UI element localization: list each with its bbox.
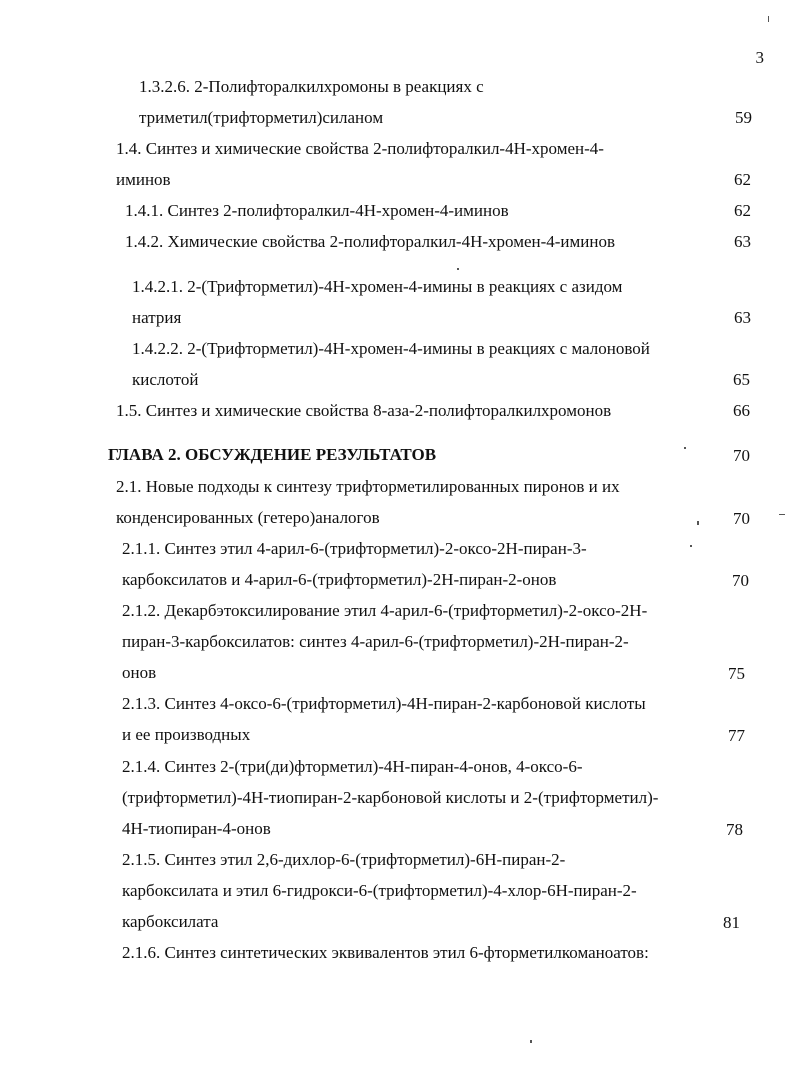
toc-line: 4H-тиопиран-4-онов <box>122 819 271 838</box>
toc-line: 2.1.5. Синтез этил 2,6-дихлор-6-(трифторметил)-6H-пиран-2- <box>122 850 566 869</box>
toc-line: карбоксилата <box>122 912 219 931</box>
toc-line: 2.1.4. Синтез 2-(три(ди)фторметил)-4H-пиран-4-онов, 4-оксо-6- <box>122 757 583 776</box>
toc-line: 2.1.1. Синтез этил 4-арил-6-(трифторметил)-2-оксо-2H-пиран-3- <box>122 539 587 558</box>
scan-speck <box>684 447 686 449</box>
toc-page-number: 63 <box>734 308 751 327</box>
toc-line: и ее производных <box>122 725 251 744</box>
toc-line: 2.1.3. Синтез 4-оксо-6-(трифторметил)-4H-пиран-2-карбоновой кислоты <box>122 694 646 713</box>
scan-speck <box>697 521 699 525</box>
toc-page-number: 62 <box>734 170 751 189</box>
toc-line: карбоксилатов и 4-арил-6-(трифторметил)-2H-пиран-2-онов <box>122 570 557 589</box>
toc-line: 1.4. Синтез и химические свойства 2-полифторалкил-4H-хромен-4- <box>116 139 604 158</box>
toc-line: натрия <box>132 308 182 327</box>
toc-line: 1.4.2.2. 2-(Трифторметил)-4H-хромен-4-имины в реакциях с малоновой <box>132 339 650 358</box>
toc-line: 1.4.1. Синтез 2-полифторалкил-4H-хромен-4-иминов <box>125 201 509 220</box>
toc-page-number: 78 <box>726 820 743 839</box>
scan-speck <box>690 545 692 547</box>
toc-line: 2.1.2. Декарбэтоксилирование этил 4-арил-6-(трифторметил)-2-оксо-2H- <box>122 601 648 620</box>
toc-line: 1.3.2.6. 2-Полифторалкилхромоны в реакциях с <box>139 77 484 96</box>
toc-page-number: 66 <box>733 401 750 420</box>
toc-page-number: 59 <box>735 108 752 127</box>
chapter-heading: ГЛАВА 2. ОБСУЖДЕНИЕ РЕЗУЛЬТАТОВ <box>108 445 437 464</box>
toc-page-number: 65 <box>733 370 750 389</box>
toc-line: 2.1.6. Синтез синтетических эквивалентов этил 6-фторметилкоманоатов: <box>122 943 649 962</box>
toc-page-number: 75 <box>728 664 745 683</box>
toc-line: 1.5. Синтез и химические свойства 8-аза-2-полифторалкилхромонов <box>116 401 612 420</box>
scan-speck <box>768 16 769 22</box>
toc-line: пиран-3-карбоксилатов: синтез 4-арил-6-(трифторметил)-2H-пиран-2- <box>122 632 629 651</box>
toc-page-number: 62 <box>734 201 751 220</box>
toc-page-number: 81 <box>723 913 740 932</box>
toc-line: 1.4.2.1. 2-(Трифторметил)-4H-хромен-4-имины в реакциях с азидом <box>132 277 623 296</box>
toc-page-number: 70 <box>732 571 749 590</box>
scan-speck <box>457 268 459 270</box>
toc-line: конденсированных (гетеро)аналогов <box>116 508 380 527</box>
toc-page-number: 70 <box>733 509 750 528</box>
toc-page-number: 77 <box>728 726 745 745</box>
toc-line: онов <box>122 663 157 682</box>
toc-line: карбоксилата и этил 6-гидрокси-6-(трифторметил)-4-хлор-6H-пиран-2- <box>122 881 637 900</box>
toc-page-number: 63 <box>734 232 751 251</box>
scan-speck <box>530 1040 532 1043</box>
scan-speck <box>779 514 785 515</box>
toc-line: триметил(трифторметил)силаном <box>139 108 384 127</box>
toc-line: иминов <box>116 170 171 189</box>
toc-line: 1.4.2. Химические свойства 2-полифторалкил-4H-хромен-4-иминов <box>125 232 616 251</box>
toc-page-number: 70 <box>733 446 750 465</box>
toc-line: кислотой <box>132 370 199 389</box>
page-number: 3 <box>755 48 764 67</box>
toc-line: 2.1. Новые подходы к синтезу трифторметилированных пиронов и их <box>116 477 620 496</box>
toc-line: (трифторметил)-4H-тиопиран-2-карбоновой кислоты и 2-(трифторметил)- <box>122 788 659 807</box>
